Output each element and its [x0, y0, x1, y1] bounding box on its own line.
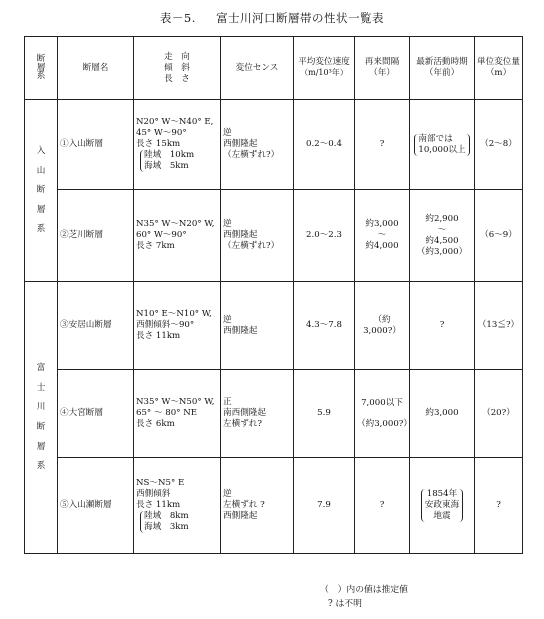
fault-name: ⑤入山瀬断層	[58, 458, 134, 554]
fault-latest: 約3,000	[410, 370, 475, 458]
system-iriyama: 入 山 断 層 系	[25, 100, 58, 282]
table-notes	[320, 583, 408, 611]
header-system: 断 層 系	[25, 37, 58, 100]
table-row	[25, 370, 523, 458]
fault-latest: 約2,900 ～ 約4,500 （約3,000）	[410, 190, 475, 282]
fault-rate: 2.0～2.3	[294, 190, 355, 282]
fault-displacement: （6～9）	[475, 190, 523, 282]
fault-displacement: ?	[475, 458, 523, 554]
header-displacement: 単位変位量 （m）	[475, 37, 523, 100]
fault-interval: ?	[355, 458, 410, 554]
system-fujikawa: 富 士 川 断 層 系	[25, 282, 58, 554]
fault-sense: 正 南西側隆起 左横ずれ?	[221, 370, 294, 458]
length-breakdown: 陸域 10km 海域 5km	[140, 150, 194, 172]
header-interval: 再来間隔 （年）	[355, 37, 410, 100]
fault-latest: 南部では 10,000以上	[410, 100, 475, 190]
fault-interval: ?	[355, 100, 410, 190]
fault-name: ②芝川断層	[58, 190, 134, 282]
fault-latest: 1854年 安政東海 地震	[410, 458, 475, 554]
table-row	[25, 282, 523, 370]
fault-rate: 7.9	[294, 458, 355, 554]
fault-displacement: （13≦?）	[475, 282, 523, 370]
fault-sense: 逆 西側隆起	[221, 282, 294, 370]
table-row	[25, 190, 523, 282]
table-number: 表－5.	[159, 11, 196, 25]
fault-table	[24, 36, 523, 554]
fault-geometry: N10° E～N10° W, 西側傾斜～90° 長さ 11km	[134, 282, 221, 370]
header-row	[25, 37, 523, 100]
fault-geometry: N20° W～N40° E, 45° W～90° 長さ 15km 陸域 10km 海域 5km	[134, 100, 221, 190]
fault-displacement: （20?）	[475, 370, 523, 458]
fault-name: ④大宮断層	[58, 370, 134, 458]
note-unknown: ? は不明	[328, 599, 362, 610]
header-latest: 最新活動時期 （年前）	[410, 37, 475, 100]
fault-latest: ?	[410, 282, 475, 370]
fault-rate: 4.3～7.8	[294, 282, 355, 370]
fault-name: ①入山断層	[58, 100, 134, 190]
header-geometry: 走 向 傾 斜 長 さ	[134, 37, 221, 100]
fault-displacement: （2～8）	[475, 100, 523, 190]
table-row	[25, 100, 523, 190]
fault-interval: 7,000以下 （約3,000?）	[355, 370, 410, 458]
length-breakdown: 陸域 8km 海域 3km	[140, 511, 189, 533]
fault-geometry: NS～N5° E 西側傾斜 長さ 11km 陸域 8km 海域 3km	[134, 458, 221, 554]
fault-sense: 逆 西側隆起 （左横ずれ?）	[221, 190, 294, 282]
fault-geometry: N35° W～N20° W, 60° W～90° 長さ 7km	[134, 190, 221, 282]
table-caption: 富士川河口断層帯の性状一覧表	[216, 11, 385, 25]
header-sense: 変位センス	[221, 37, 294, 100]
fault-rate: 0.2～0.4	[294, 100, 355, 190]
fault-name: ③安居山断層	[58, 282, 134, 370]
header-name: 断層名	[58, 37, 134, 100]
table-title	[0, 10, 544, 26]
note-estimated: （ ）内の値は推定値	[320, 585, 408, 595]
fault-geometry: N35° W～N50° W, 65° ～ 80° NE 長さ 6km	[134, 370, 221, 458]
fault-interval: 約3,000 ～ 約4,000	[355, 190, 410, 282]
fault-sense: 逆 西側隆起 （左横ずれ?）	[221, 100, 294, 190]
fault-rate: 5.9	[294, 370, 355, 458]
fault-sense: 逆 左横ずれ ? 西側隆起	[221, 458, 294, 554]
table-row	[25, 458, 523, 554]
fault-interval: （約3,000?）	[355, 282, 410, 370]
header-rate: 平均変位速度 （m/10³年）	[294, 37, 355, 100]
